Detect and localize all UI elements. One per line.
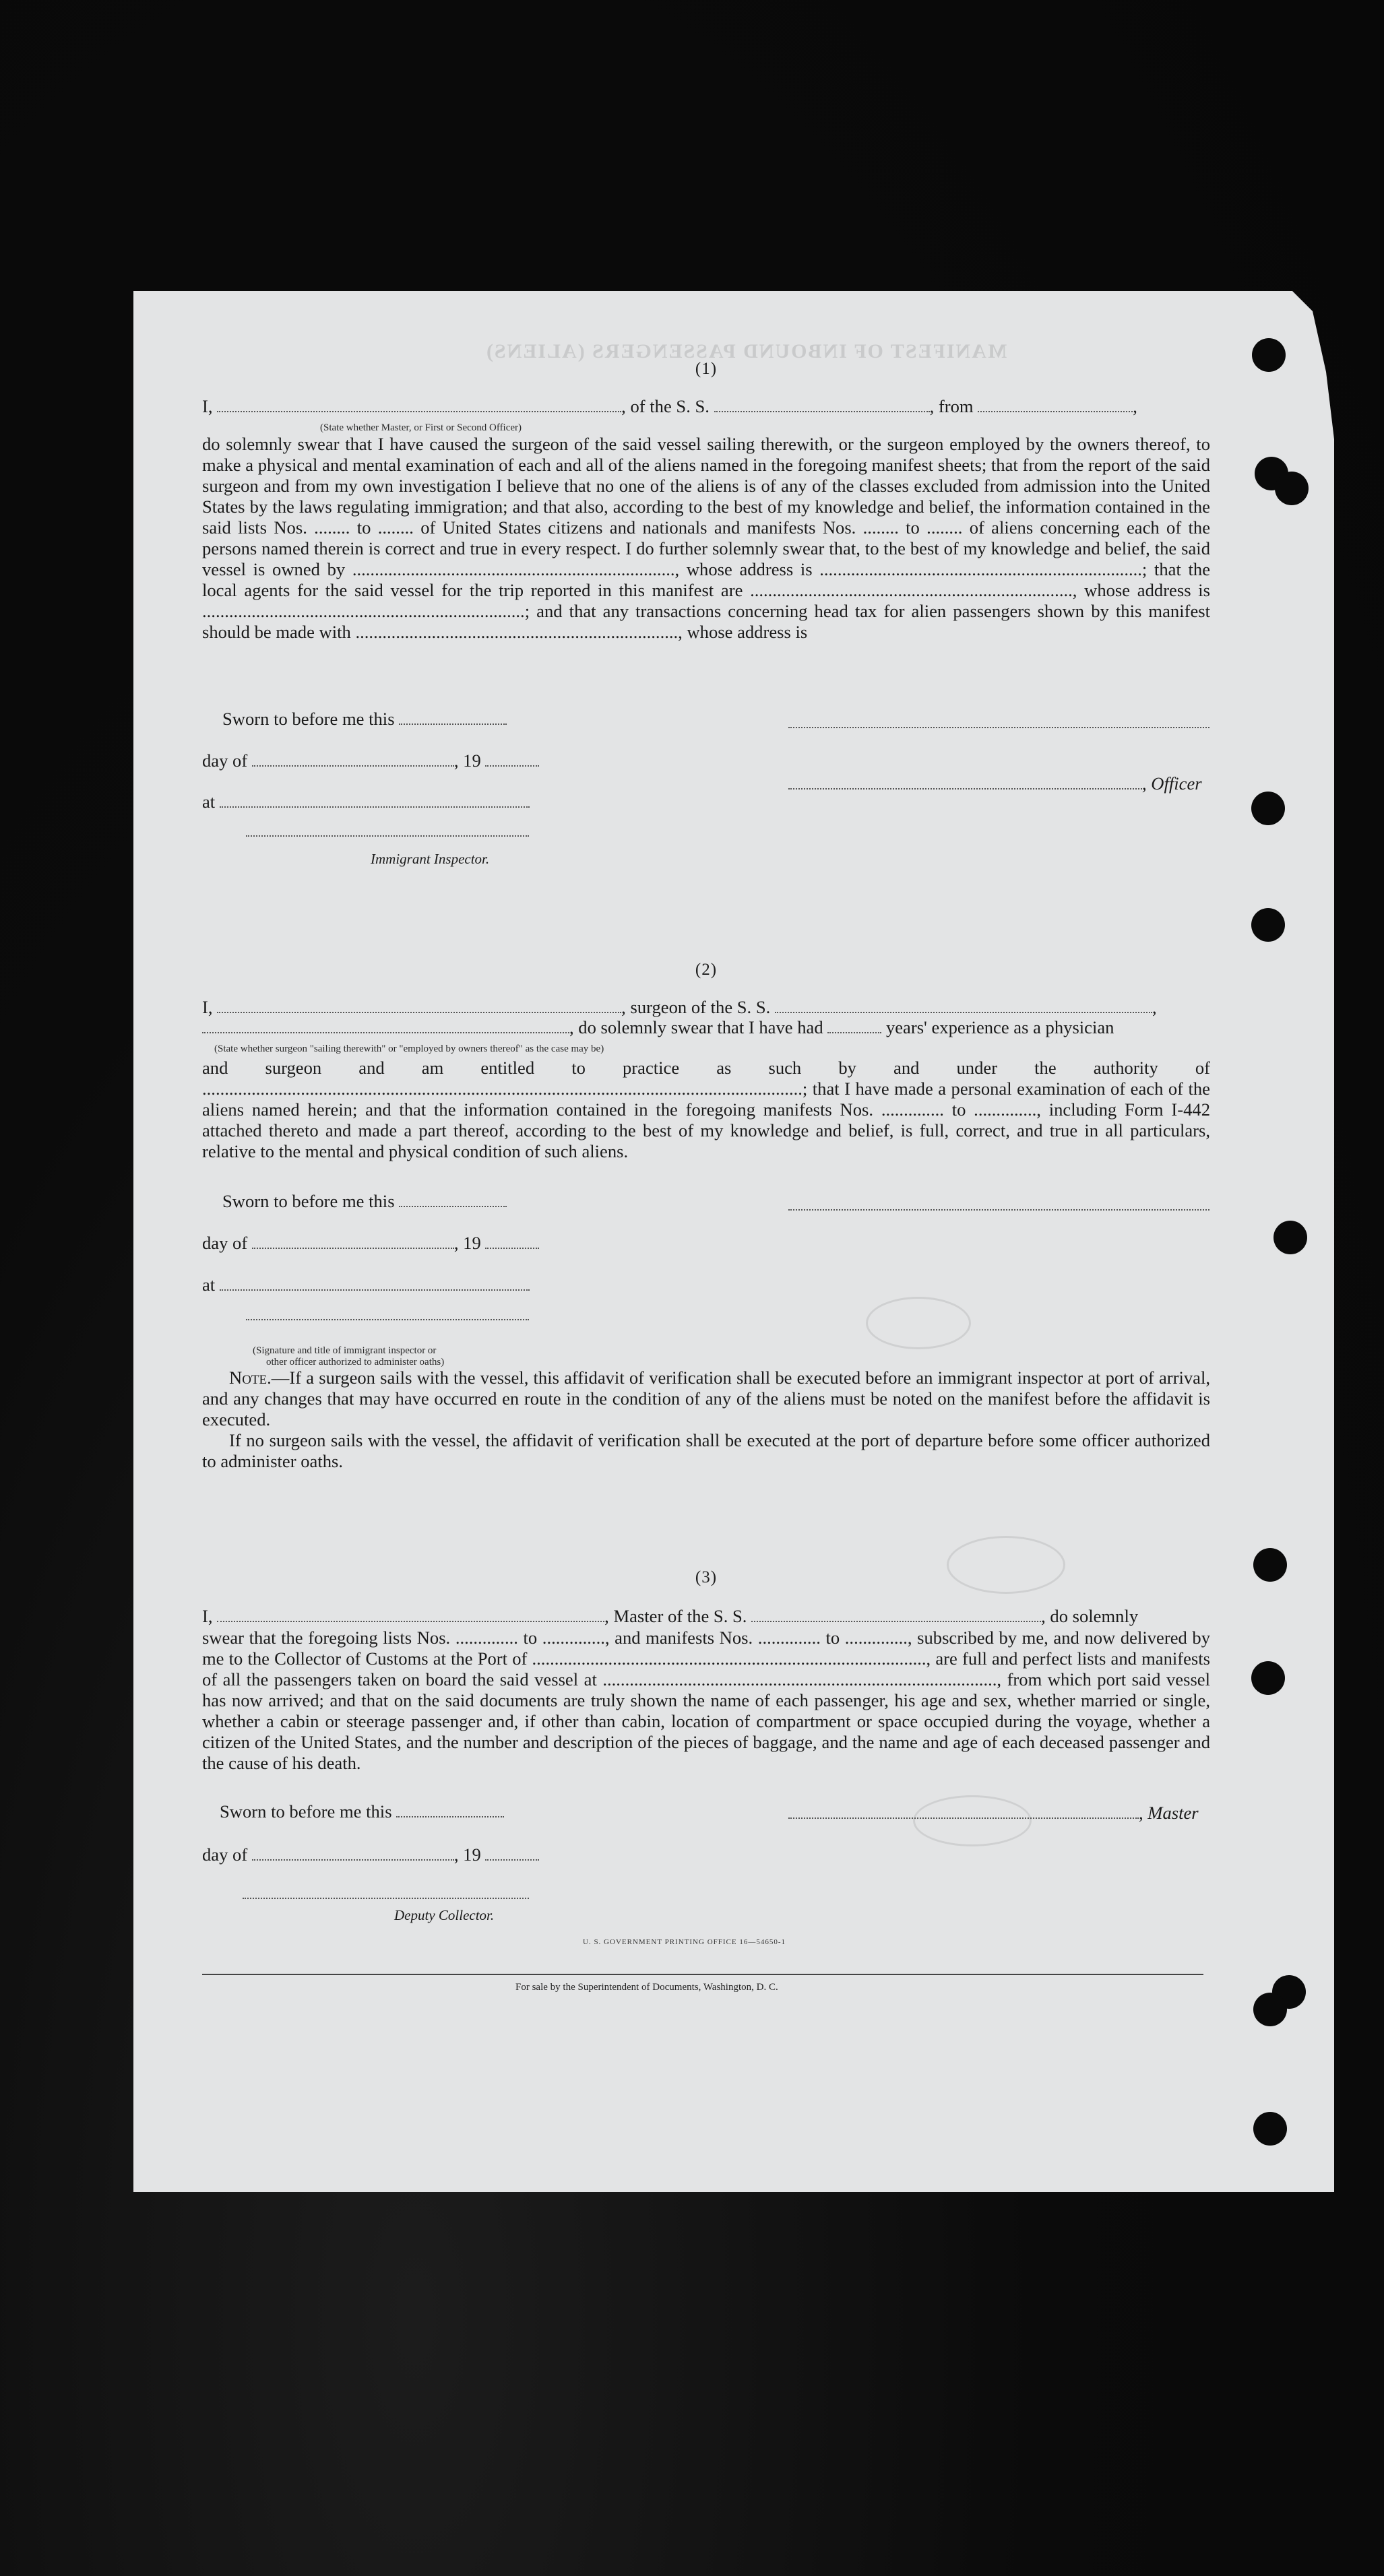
years-blank[interactable] <box>827 1020 881 1033</box>
at-label: at <box>202 792 216 812</box>
year-blank[interactable] <box>485 1847 539 1861</box>
sworn-date-blank[interactable] <box>399 711 507 725</box>
punch-hole <box>1273 1221 1307 1254</box>
bleed-through-header: MANIFEST OF INBOUND PASSENGERS (ALIENS) <box>485 340 1007 362</box>
collector-signature-line[interactable] <box>243 1896 529 1899</box>
surgeon-body: and surgeon and am entitled to practice as such by and under the authority of ......................................................................................................................................; that I have made a personal examination of each of the aliens named herein; and that the information contained in the foregoing manifests Nos. .............. to .............., including Form I-442 attached thereto and made a part thereof, according to the best of my knowledge and belief, is full, correct, and true in all particulars, relative to the mental and physical condition of such aliens. <box>202 1058 1210 1161</box>
surgeon-status-blank[interactable] <box>202 1020 569 1033</box>
day-line <box>202 750 539 771</box>
punch-hole <box>1253 1548 1287 1582</box>
sworn-date-blank[interactable] <box>399 1194 507 1207</box>
printing-office-line: U. S. GOVERNMENT PRINTING OFFICE 16—54650-1 <box>583 1938 786 1946</box>
section-number: (1) <box>695 360 718 378</box>
oath-body: do solemnly swear that I have caused the surgeon of the said vessel sailing therewith, or the surgeon employed by the owners thereof, to make a physical and mental examination of each and all of the aliens named in the foregoing manifest sheets; that from the report of the said surgeon and from my own investigation I believe that no one of the aliens is of any of the classes excluded from admission into the United States by the laws regulating immigration; and that also, according to the best of my knowledge and belief, the information contained in the said lists Nos. ........ to ........ of United States citizens and nationals and manifests Nos. ........ to ........ of aliens concerning each of the persons named therein is correct and true in every respect. I do further solemnly swear that, to the best of my knowledge and belief, the said vessel is owned by ........................................................................, whose address is ........................................................................; that the local agents for the said vessel for the trip reported in this manifest are ........................................................................, whose address is ........................................................................; and that any transactions concerning head tax for alien passengers shown by this manifest should be made with ........................................................................, whose address is <box>202 434 1210 642</box>
day-of-label: day of <box>202 750 248 771</box>
note-label: Note. <box>229 1367 272 1388</box>
officer-label: , Officer <box>1142 773 1202 794</box>
sworn-label: Sworn to before me this <box>222 1191 395 1211</box>
collector-title: Deputy Collector. <box>394 1907 495 1923</box>
punch-hole <box>1251 908 1285 942</box>
text-comma: , <box>1133 396 1137 416</box>
punch-hole <box>1275 472 1309 505</box>
sworn-label: Sworn to before me this <box>222 709 395 729</box>
sworn-line <box>222 709 507 730</box>
officer-caption: (State whether Master, or First or Second Officer) <box>320 422 522 433</box>
day-line <box>202 1844 539 1865</box>
day-line <box>202 1233 539 1254</box>
master-title-line <box>788 1803 1199 1824</box>
place-blank[interactable] <box>220 1277 530 1291</box>
sale-notice: For sale by the Superintendent of Documents, Washington, D. C. <box>515 1982 778 1993</box>
affidavit-surgeon <box>202 950 1210 1489</box>
master-name-blank[interactable] <box>217 1609 604 1622</box>
punch-hole <box>1253 1993 1287 2026</box>
at-label: at <box>202 1275 216 1295</box>
inspector-signature-line[interactable] <box>246 834 529 837</box>
ship-name-blank[interactable] <box>751 1609 1041 1622</box>
text-i: I, <box>202 997 213 1017</box>
text-i: I, <box>202 396 213 416</box>
master-label: , Master <box>1139 1803 1199 1823</box>
month-blank[interactable] <box>252 753 454 767</box>
year-blank[interactable] <box>485 1235 539 1249</box>
affidavit-master <box>202 350 1210 889</box>
officer-blank[interactable] <box>788 776 1142 790</box>
punch-hole <box>1251 792 1285 825</box>
text-i: I, <box>202 1606 213 1626</box>
section-number: (3) <box>695 1568 718 1586</box>
text-master-ss: , Master of the S. S. <box>604 1606 747 1626</box>
surgeon-line <box>202 997 1157 1018</box>
signature-caption: other officer authorized to administer oaths) <box>266 1357 445 1367</box>
at-line <box>202 1275 530 1295</box>
master-body: swear that the foregoing lists Nos. .............. to .............., and manifests Nos. .............. to .............., subscribed by me, and now delivered by me to the Collector of Customs at the Port of ........................................................................................, are full and perfect lists and manifests of all the passengers taken on board the said vessel at ........................................................................................, from which port said vessel has now arrived; and that on the said documents are truly shown the name of each passenger, his age and sex, whether married or single, whether a cabin or steerage passenger and, if other than cabin, location of compartment or space occupied during the voyage, whether a citizen of the United States, and the number and description of the pieces of baggage, and the name and age of each deceased passenger and the cause of his death. <box>202 1628 1210 1773</box>
ship-name-blank[interactable] <box>714 399 930 412</box>
surgeon-caption: (State whether surgeon "sailing therewith" or "employed by owners thereof" as the case may be) <box>214 1043 604 1054</box>
sworn-line <box>220 1801 504 1822</box>
punch-hole <box>1253 2112 1287 2146</box>
note-paragraph-2: If no surgeon sails with the vessel, the affidavit of verification shall be executed at the port of departure before some officer authorized to administer oaths. <box>202 1430 1210 1471</box>
text-surgeon-ss: , surgeon of the S. S. <box>621 997 771 1017</box>
surgeon-line-2 <box>202 1017 1114 1038</box>
master-line <box>202 1606 1138 1627</box>
day-of-label: day of <box>202 1844 248 1865</box>
text-comma: , <box>1152 997 1157 1017</box>
month-blank[interactable] <box>252 1847 454 1861</box>
surgeon-signature-line[interactable] <box>788 1208 1209 1211</box>
month-blank[interactable] <box>252 1235 454 1249</box>
surgeon-name-blank[interactable] <box>217 1000 621 1013</box>
footer-rule <box>202 1974 1203 1975</box>
year-label: , 19 <box>453 1233 481 1253</box>
text-of-ss: , of the S. S. <box>621 396 710 416</box>
officer-signature-line[interactable] <box>788 726 1209 728</box>
section-number: (2) <box>695 961 718 979</box>
text-do-solemnly: , do solemnly <box>1041 1606 1139 1626</box>
signature-caption: (Signature and title of immigrant inspector or <box>253 1345 437 1356</box>
place-blank[interactable] <box>220 794 530 808</box>
oath-line <box>202 396 1137 417</box>
ship-name-blank[interactable] <box>775 1000 1152 1013</box>
punch-hole <box>1251 1661 1285 1695</box>
inspector-title: Immigrant Inspector. <box>371 851 490 867</box>
officer-name-blank[interactable] <box>217 399 621 412</box>
master-signature-blank[interactable] <box>788 1805 1139 1819</box>
officer-title-line <box>788 773 1202 794</box>
year-label: , 19 <box>453 750 481 771</box>
sworn-date-blank[interactable] <box>396 1804 504 1817</box>
text-swear: , do solemnly swear that I have had <box>569 1017 823 1037</box>
sworn-label: Sworn to before me this <box>220 1801 392 1822</box>
text-from: , from <box>929 396 974 416</box>
affidavit-master-customs <box>202 1556 1210 2028</box>
text-years: years' experience as a physician <box>885 1017 1114 1037</box>
year-blank[interactable] <box>485 753 539 767</box>
at-line <box>202 792 530 812</box>
year-label: , 19 <box>453 1844 481 1865</box>
day-of-label: day of <box>202 1233 248 1253</box>
administrator-signature-line[interactable] <box>246 1318 529 1320</box>
punch-hole <box>1252 338 1286 372</box>
note-text: —If a surgeon sails with the vessel, this affidavit of verification shall be executed before an immigrant inspector at port of arrival, and any changes that may have occurred en route in the condition of any of the aliens must be noted on the manifest before the affidavit is executed. <box>202 1367 1210 1429</box>
sworn-line <box>222 1191 507 1212</box>
note-paragraph <box>202 1367 1210 1430</box>
port-from-blank[interactable] <box>978 399 1133 412</box>
